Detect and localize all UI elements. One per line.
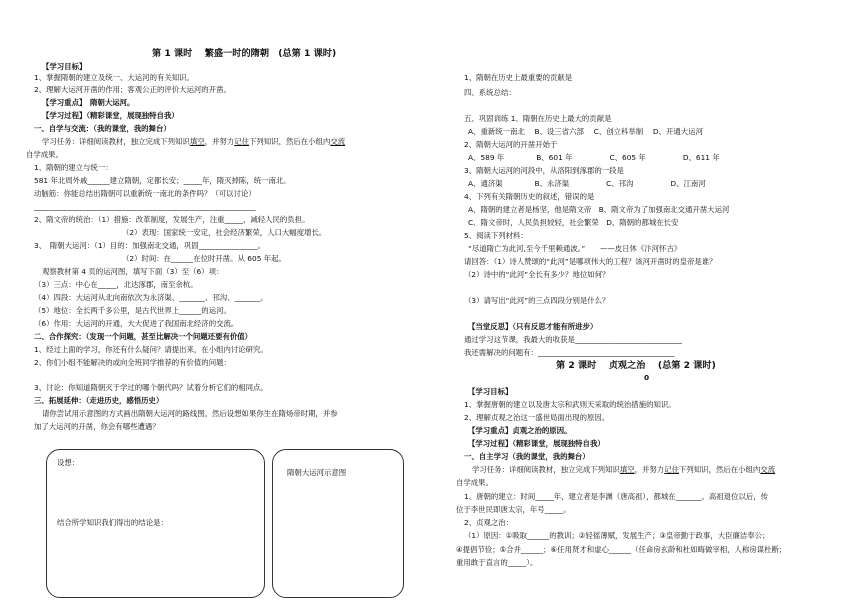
r3: 五、巩固训练 1、隋朝在历史上最大的贡献是 — [464, 114, 612, 123]
r7: 3、隋朝大运河的河段中，从洛阳到涿郡的一段是 — [464, 166, 624, 175]
conclusion-label: 结合所学知识我们得出的结论是： — [57, 518, 168, 527]
e2: 加了大运河的开凿，你会有哪些遭遇？ — [34, 422, 160, 431]
q1a: 581 年北周外戚______建立隋朝，定都长安；_____年，隋灭掉陈，统一南北。 — [34, 176, 291, 185]
map-label: 隋朝大运河示意图 — [287, 468, 347, 477]
key-point: 【学习重点】 隋朝大运河。 — [42, 98, 135, 107]
r33: （1）原因：①吸取______的教训；②轻徭薄赋，发展生产；③皇帝勤于政事，大臣廉洁奉公； — [464, 531, 770, 540]
idea-label: 设想： — [57, 458, 80, 467]
goal-2: 2、理解大运河开凿的作用；客观公正的评价大运河的开凿。 — [34, 85, 231, 94]
r17: 【当堂反思】（只有反思才能有所进步） — [468, 322, 598, 331]
idea-box[interactable] — [46, 449, 265, 598]
q3a: 3、 隋朝大运河：（1）目的：加强南北交通，巩固________________。 — [34, 241, 266, 250]
goal-heading: 【学习目标】 — [42, 62, 87, 71]
q3e: （4）四段：大运河从北向南依次为永济渠、_______、邗沟、_______。 — [34, 293, 268, 302]
q3g: （6）作用：大运河的开通，大大促进了我国南北经济的交流。 — [34, 319, 239, 328]
c2: 2、你们小组不能解决的或向全班同学推荐的有价值的问题： — [34, 358, 231, 367]
section-self-study: 一、自学与交流：（我的课堂，我的舞台） — [34, 124, 171, 133]
q2a: 2、隋文帝的统治：（1）措施：改革制度，发展生产，注重_____，减轻人民的负担。 — [34, 215, 310, 224]
r25: 【学习重点】贞观之治的原因。 — [468, 426, 572, 435]
r12: 5、阅读下列材料： — [464, 231, 528, 240]
r19: 我还需解决的问题有：_____________________________________ — [464, 348, 675, 357]
r29: 自学成果。 — [456, 478, 493, 487]
r1: 1、隋朝在历史上最重要的贡献是 — [464, 73, 573, 82]
r23: 1、掌握唐朝的建立以及唐太宗和武则天采取的统治措施的知识。 — [464, 400, 676, 409]
r14: 请回答：（1）诗人赞颂的“此河”是哪项伟大的工程？该河开凿时的皇帝是谁？ — [464, 257, 717, 266]
lesson2-title: 第 2 课时 贞观之治 (总第 2 课时) — [556, 360, 716, 371]
q3d: （3）三点：中心在_____，北达涿郡，南至余杭。 — [34, 280, 198, 289]
task-line-2: 自学成果。 — [26, 150, 63, 159]
goal-1: 1、掌握隋朝的建立及统一、大运河的有关知识。 — [34, 73, 194, 82]
r2: 四、系统总结： — [464, 88, 516, 97]
r26: 【学习过程】（精彩课堂，展现独特自我） — [468, 439, 605, 448]
lesson1-title: 第 1 课时 繁盛一时的隋朝 (总第 1 课时) — [152, 48, 337, 59]
r5: 2、隋朝大运河的开凿开始于 — [464, 140, 558, 149]
r32: 2、贞观之治： — [464, 518, 514, 527]
r4: A、重新统一南北 B、设三省六部 C、创立科举制 D、开通大运河 — [468, 127, 703, 136]
r13: “尽道隋亡为此河,至今千里赖通波。” ——皮日休《汴河怀古》 — [468, 244, 682, 253]
map-box[interactable] — [272, 449, 404, 598]
c3: 3、讨论：你知道隋朝灭于学过的哪个朝代吗？试着分析它们的相同点。 — [34, 383, 268, 392]
e1: 请你尝试用示意图的方式画出隋朝大运河的路线图。然后设想如果你生在隋炀帝时期，并参 — [42, 409, 338, 418]
c1: 1、经过上面的学习，你还有什么疑问？请提出来，在小组内讨论研究。 — [34, 345, 268, 354]
r35: 重用敢于直言的_____）。 — [456, 558, 538, 567]
r31: 位于李世民即唐太宗，年号_____。 — [456, 505, 571, 514]
q1c: ____________________________________________________________ — [34, 202, 256, 211]
r10: A、隋朝的建立者是杨坚，他是隋文帝 B、隋文帝为了加强南北交通开凿大运河 — [468, 205, 730, 214]
r27: 一、自主学习（我的课堂，我的舞台） — [464, 452, 590, 461]
section-cooperation: 二、合作探究：（发现一个问题，甚至比解决一个问题还要有价值） — [34, 332, 253, 341]
section-extension: 三、拓展延伸：（走进历史，感悟历史） — [34, 396, 164, 405]
r16: （3）请写出“此河”的三点四段分别是什么？ — [464, 296, 610, 305]
r11: C、隋文帝时，人民负担较轻，社会繁荣 D、隋朝的都城在长安 — [468, 218, 679, 227]
task-line: 学习任务：详细阅读教材，独立完成下列知识填空，并努力记住下列知识，然后在小组内交流 — [42, 137, 346, 146]
q3c: 观察教材第 4 页的运河图，填写下面（3）至（6）项： — [42, 267, 224, 276]
r24: 2、理解贞观之治这一盛世局面出现的原因。 — [464, 413, 610, 422]
r18: 通过学习这节课，我最大的收获是_____________________________ — [464, 335, 683, 344]
r15: （2）诗中的“此河”全长有多少？地位如何？ — [464, 270, 610, 279]
r28: 学习任务：详细阅读教材，独立完成下列知识填空，并努力记住下列知识，然后在小组内交流 — [472, 465, 776, 474]
q1b: 动脑筋：你能总结出隋朝可以重新统一南北的条件吗？（可以讨论） — [34, 189, 256, 198]
r9: 4、下列有关隋朝历史的叙述，错误的是 — [464, 192, 595, 201]
r8: A、通济渠 B、永济渠 C、邗沟 D、江南河 — [468, 179, 706, 188]
r22: 【学习目标】 — [468, 387, 513, 396]
q3f: （5）地位：全长两千多公里，是古代世界上______的运河。 — [34, 306, 231, 315]
q3b: （2）时间：在______在位时开凿。从 605 年起。 — [122, 254, 286, 263]
r34: ④提倡节俭；⑤合并______；⑥任用贤才和虚心______（任命房玄龄和杜如晦做宰相，人称房谋杜断； — [456, 545, 787, 554]
process-heading: 【学习过程】（精彩课堂，展现独特自我） — [42, 111, 179, 120]
r6: A、589 年 B、601 年 C、605 年 D、611 年 — [468, 153, 720, 162]
q1: 1、隋朝的建立与统一： — [34, 163, 113, 172]
q2b: （2）表现：国家统一安定，社会经济繁荣，人口大幅度增长。 — [122, 228, 327, 237]
r21: 0 — [644, 373, 650, 382]
r30: 1、唐朝的建立：时间_____年，建立者是李渊（唐高祖），都城在_______。高祖退位以后，传 — [464, 492, 769, 501]
